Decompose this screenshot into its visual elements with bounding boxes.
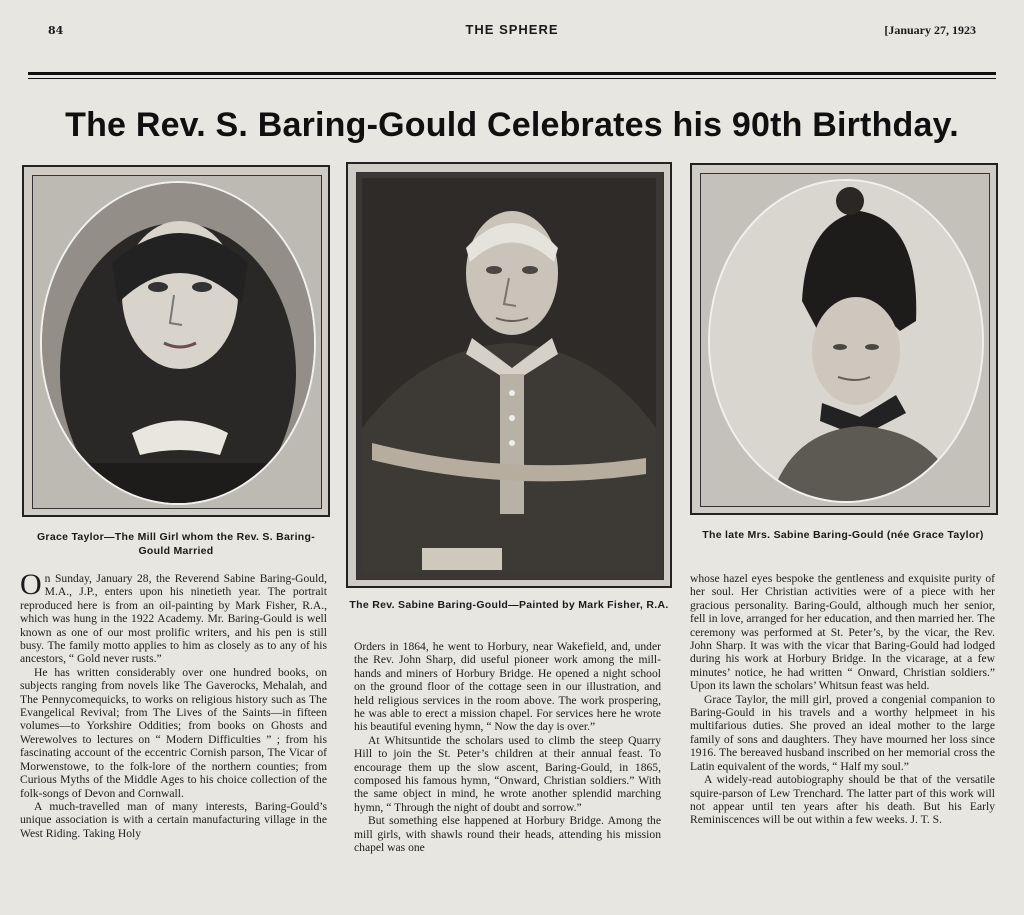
caption-right: The late Mrs. Sabine Baring-Gould (née Grace Taylor) (702, 529, 984, 541)
publication-name: THE SPHERE (465, 22, 559, 37)
article-column-2 (354, 640, 661, 855)
article-paragraph: A much-travelled man of many interests, Baring-Gould’s unique association is with a certain manufacturing village in the West Riding. Taking Holy (20, 799, 327, 840)
grace-taylor-shawl-portrait (40, 181, 316, 505)
caption-left: Grace Taylor—The Mill Girl whom the Rev. S. Baring-Gould Married (36, 531, 316, 557)
article-column-3 (690, 572, 995, 827)
article-column-1 (20, 568, 327, 840)
article-paragraph: A widely-read autobiography should be that of the versatile squire-parson of Lew Trenchard. The latter part of this work will not appear until ten years after his death. But his Early Reminiscences will be out within a few weeks. J. T. S. (690, 773, 995, 827)
photo-frame-right (690, 163, 998, 515)
caption-center: The Rev. Sabine Baring-Gould—Painted by Mark Fisher, R.A. (349, 599, 669, 611)
article-paragraph: He has written considerably over one hundred books, on subjects ranging from novels like The Gaverocks, Mehalah, and The Pennycomequicks, to works on religious history such as The Evangelical Revival; from The Lives of the Saints—in fifteen volumes—to Yorkshire Oddities; from books on Ghosts and Werewolves to lectures on “ Modern Difficulties ” ; from his fascinating account of the eccentric Cornish parson, The Vicar of Morwenstowe, to the folk-lore of the northern counties; from Curious Myths of the Middle Ages to his choice collection of the folk-songs of Devon and Cornwall. (20, 665, 327, 800)
headline: The Rev. S. Baring-Gould Celebrates his 90th Birthday. (65, 106, 959, 144)
header-rule (28, 72, 996, 75)
article-paragraph: whose hazel eyes bespoke the gentleness and exquisite purity of her soul. Her Christian activities were of a piece with her gracious personality. Baring-Gould, although much her senior, fell in love, arranged for her education, and then married her. The ceremony was performed at St. Peter’s, by the vicar, the Rev. John Sharp. It was with the vicar that Baring-Gould had lodged during his work at Horbury Bridge. In the vicarage, at a few minutes’ notice, he had written “ Onward, Christian soldiers.” Upon its lawn the scholars’ Whitsun feast was held. (690, 572, 995, 693)
page-number: 84 (48, 24, 64, 37)
photo-frame-center (346, 162, 672, 588)
article-paragraph: But something else happened at Horbury Bridge. Among the mill girls, with shawls round their heads, attending his mission chapel was one (354, 814, 661, 855)
mrs-baring-gould-portrait (708, 179, 984, 503)
photo-frame-left (22, 165, 330, 517)
running-header (0, 22, 1024, 40)
article-paragraph: At Whitsuntide the scholars used to climb the steep Quarry Hill to join the St. Peter’s children at their annual feast. To encourage them up the slow ascent, Baring-Gould, in 1865, composed his famous hymn, “Onward, Christian soldiers.” With the same object in mind, he wrote another splendid marching hymn, “ Through the night of doubt and sorrow.” (354, 733, 661, 814)
article-paragraph: Grace Taylor, the mill girl, proved a congenial companion to Baring-Gould in his travels and a worthy helpmeet in his multifarious duties. She proved an ideal mother to the large family of sons and daughters. They have mourned her loss since 1916. The bereaved husband inscribed on her memorial cross the Latin equivalent of the words, “ Half my soul.” (690, 692, 995, 773)
article-paragraph: On Sunday, January 28, the Reverend Sabine Baring-Gould, M.A., J.P., enters upon his ninetieth year. The portrait reproduced here is from an oil-painting by Mark Fisher, R.A., which was hung in the 1922 Academy. Mr. Baring-Gould is well known as one of our most prolific writers, and his pen is still busy. The family motto applies to him as closely as to any of his ancestors, “ Gold never rusts.” (20, 568, 327, 666)
issue-date: [January 27, 1923 (884, 23, 976, 37)
drop-cap: O (20, 568, 42, 601)
baring-gould-portrait (362, 178, 656, 572)
header-rule-thin (28, 78, 996, 79)
article-paragraph: Orders in 1864, he went to Horbury, near Wakefield, and, under the Rev. John Sharp, did useful pioneer work among the mill-hands and miners of Horbury Bridge. He opened a night school on the ground floor of the cottage seen in our illustration, and held religious services in the room above. The work prospering, he was able to erect a mission chapel. For services here he wrote his beautiful evening hymn, “ Now the day is over.” (354, 640, 661, 734)
